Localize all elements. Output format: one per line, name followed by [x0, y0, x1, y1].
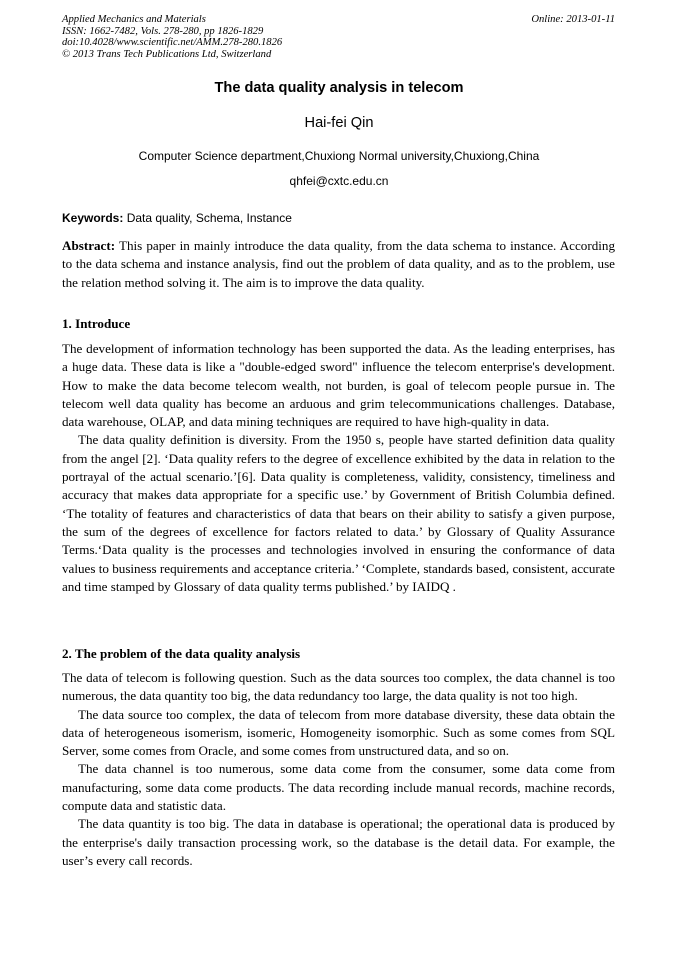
section-heading-2: 2. The problem of the data quality analysis	[62, 646, 301, 661]
paragraph: The data of telecom is following question. Such as the data sources too complex, the data channel is too numerous, the data quantity too big, the data redundancy too large, the data quality is not too high.	[62, 670, 615, 704]
paragraph: The development of information technology has been supported the data. As the leading enterprises, has a huge data. These data is like a "double-edged sword" influence the telecom enterprise's development. How to make the data become telecom wealth, not burden, is goal of telecom people pursue in. The telecom well data quality has become an arduous and grim telecommunications challenges. Database, data warehouse, OLAP, and data mining techniques are required to have high-quality in data.	[62, 341, 615, 430]
paragraph: The data quantity is too big. The data in database is operational; the operational data is produced by the enterprise's daily transaction processing work, so the database is the detail data. For example, the user’s every call records.	[62, 816, 615, 868]
author-name: Hai-fei Qin	[304, 115, 374, 131]
abstract	[62, 237, 615, 292]
publication-info	[62, 14, 282, 60]
paragraph: The data channel is too numerous, some data come from the consumer, some data come from manufacturing, some data come products. The data recording include manual records, machine records, compute data and statistic data.	[62, 761, 615, 814]
abstract-text: This paper in mainly introduce the data quality, from the data schema to instance. According to the data schema and instance analysis, find out the problem of data quality, and as to the problem, use the relation method solving it. The aim is to improve the data quality.	[62, 238, 615, 290]
copyright-line: © 2013 Trans Tech Publications Ltd, Switzerland	[62, 48, 272, 60]
keywords	[62, 211, 292, 225]
abstract-label: Abstract:	[62, 238, 116, 253]
paragraph: The data quality definition is diversity. From the 1950 s, people have started definition data quality from the angel [2]. ‘Data quality refers to the degree of excellence exhibited by the data in relation to the portrayal of the actual scenario.’[6]. Data quality is completeness, validity, consistency, timeliness and accuracy that makes data appropriate for a specific use.’ by Government of British Columbia defined. ‘The totality of features and characteristics of data that bears on their ability to satisfy a given purpose, the sum of the degrees of excellence for factors related to data.’ by Glossary of Quality Assurance Terms.‘Data quality is the processes and technologies involved in ensuring the conformance of data values to business requirements and acceptance criteria.’ ‘Complete, standards based, consistent, accurate and time stamped by Glossary of data quality terms published.’ by IAIDQ .	[62, 432, 615, 594]
journal-name: Applied Mechanics and Materials	[62, 14, 206, 25]
section-2-body	[62, 669, 615, 870]
section-1-body	[62, 340, 615, 596]
doi-line: doi:10.4028/www.scientific.net/AMM.278-280.1826	[62, 37, 283, 49]
keywords-label: Keywords:	[62, 211, 124, 225]
paper-title: The data quality analysis in telecom	[214, 80, 464, 96]
author-email[interactable]: qhfei@cxtc.edu.cn	[289, 174, 389, 188]
keywords-text: Data quality, Schema, Instance	[126, 211, 292, 225]
affiliation: Computer Science department,Chuxiong Normal university,Chuxiong,China	[138, 149, 540, 163]
issn-line: ISSN: 1662-7482, Vols. 278-280, pp 1826-1829	[62, 25, 264, 37]
online-date: Online: 2013-01-11	[531, 14, 615, 25]
section-heading-1: 1. Introduce	[62, 316, 131, 331]
paragraph: The data source too complex, the data of telecom from more database diversity, these data obtain the data of heterogeneous isomerism, isomeric, Homogeneity isomorphic. Such as some comes from SQL Server, some comes from Oracle, and some comes from unstructured data, and so on.	[62, 706, 615, 759]
